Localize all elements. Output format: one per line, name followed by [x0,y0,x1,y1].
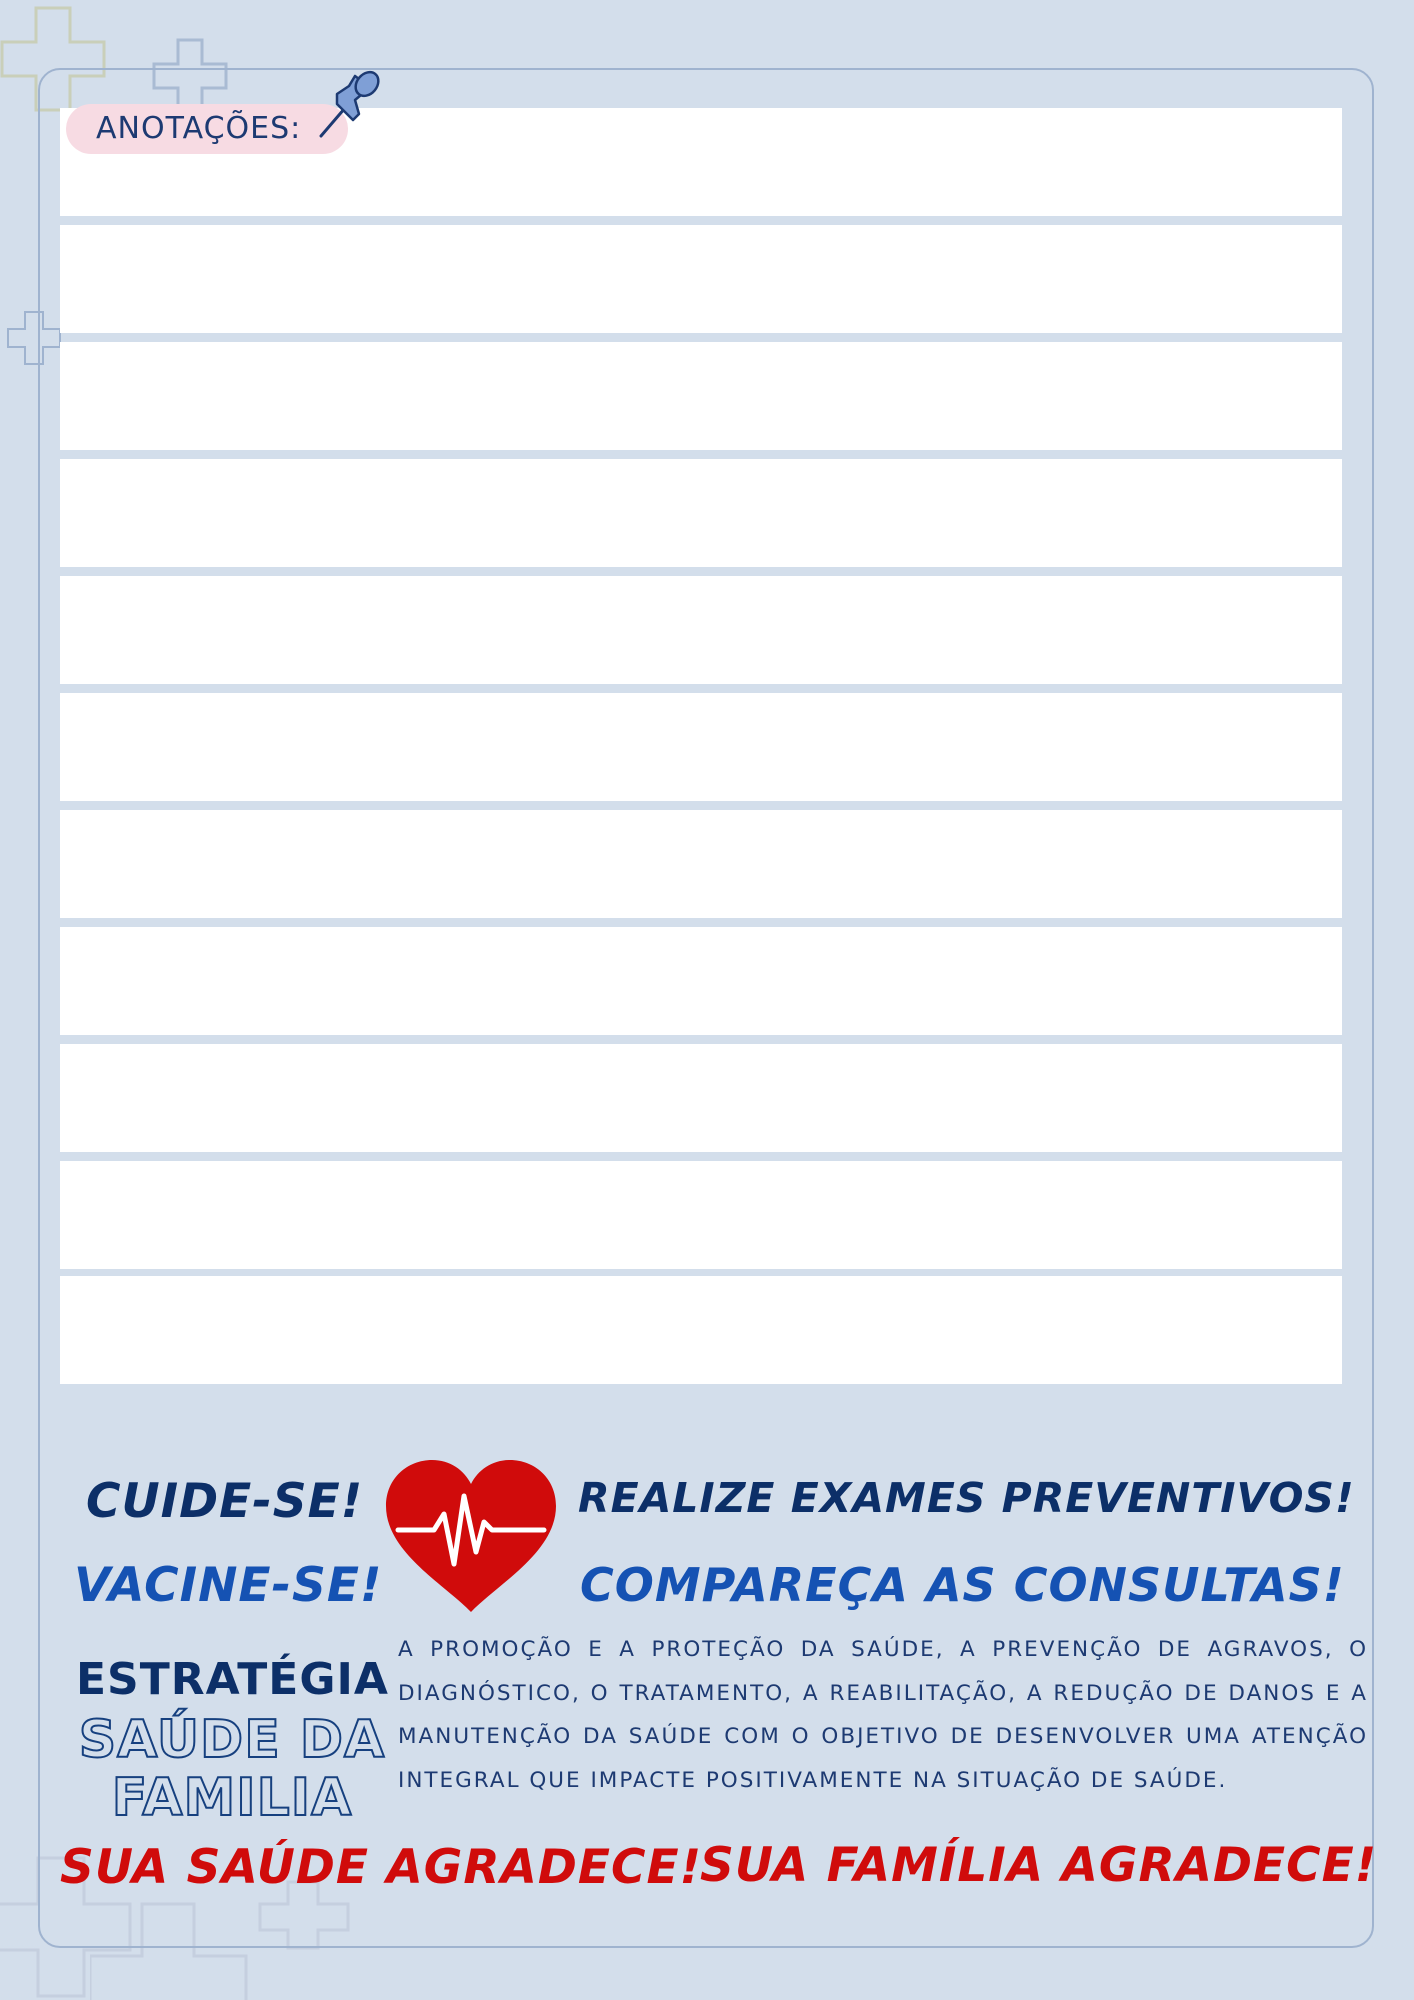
slogan-consultas: COMPAREÇA AS CONSULTAS! [580,1558,1345,1612]
notes-label: ANOTAÇÕES: [96,111,302,146]
brand-subtitle-line1: SAÚDE DA [78,1710,386,1770]
description-paragraph: A PROMOÇÃO E A PROTEÇÃO DA SAÚDE, A PREVENÇÃO DE AGRAVOS, O DIAGNÓSTICO, O TRATAMENTO, A REABILITAÇÃO, A REDUÇÃO DE DANOS E A MANUTENÇÃO DA SAÚDE COM O OBJETIVO DE DESENVOLVER UMA ATENÇÃO INTEGRAL QUE IMPACTE POSITIVAMENTE NA SITUAÇÃO DE SAÚDE. [398,1637,1368,1793]
pushpin-icon [315,70,383,142]
heartbeat-icon [384,1460,558,1616]
note-line[interactable] [60,342,1342,450]
note-line[interactable] [60,810,1342,918]
slogan-familia-agradece: SUA FAMÍLIA AGRADECE! [700,1838,1378,1893]
note-line[interactable] [60,927,1342,1035]
note-line[interactable] [60,576,1342,684]
note-line[interactable] [60,1276,1342,1384]
note-line[interactable] [60,1044,1342,1152]
slogan-vacine-se: VACINE-SE! [74,1558,383,1613]
slogan-cuide-se: CUIDE-SE! [86,1474,364,1529]
slogan-exames: REALIZE EXAMES PREVENTIVOS! [578,1474,1355,1522]
note-line[interactable] [60,1161,1342,1269]
note-line[interactable] [60,459,1342,567]
slogan-saude-agradece: SUA SAÚDE AGRADECE! [60,1840,703,1895]
brand-subtitle-line2: FAMILIA [111,1768,353,1828]
note-line[interactable] [60,225,1342,333]
note-line[interactable] [60,693,1342,801]
brand-title: ESTRATÉGIA [76,1654,389,1705]
